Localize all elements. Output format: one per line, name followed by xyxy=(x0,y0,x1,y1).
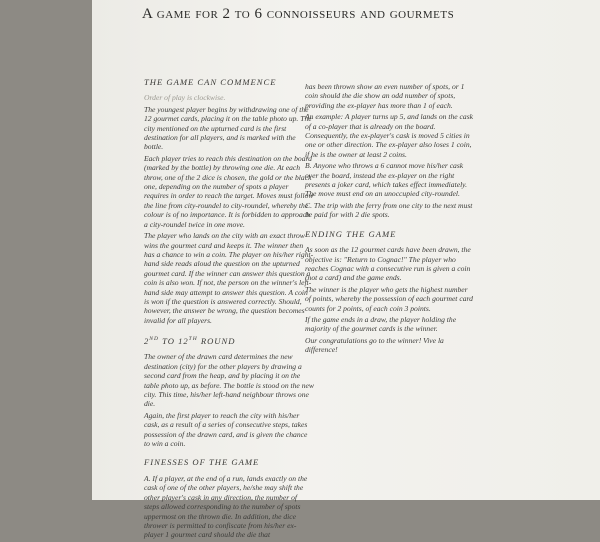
title-part: ROUND xyxy=(197,336,236,347)
paragraph: B. Anyone who throws a 6 cannot move his/her cask over the board, instead the ex-player on the right presents a joker card, which takes effect immediately. The move must end on an unoccupied city-roundel. xyxy=(305,161,468,199)
rules-page xyxy=(92,0,600,540)
section-title-finesses: FINESSES OF THE GAME xyxy=(144,457,260,468)
title-part: TO 12 xyxy=(158,336,189,347)
paragraph: C. The trip with the ferry from one city to the next must be paid for with 2 die spots. xyxy=(305,200,473,220)
paragraph: The owner of the drawn card determines the new destination (city) for the other players by drawing a second card from the heap, and by placing it on the table photo up, as before. The bottle is stood on the new city. This time, his/her left-hand neighbour throws one die. xyxy=(144,352,314,409)
page-title: A game for 2 to 6 connoisseurs and gourmets xyxy=(142,6,455,22)
left-column xyxy=(144,78,314,542)
section-title-rounds xyxy=(144,335,314,346)
paragraph: An example: A player turns up 5, and lands on the cask of a co-player that is already on the board. Consequently, the ex-player's cask is moved 5 cities in one or other direction. The ex-player also loses 1 coin, if he is the owner at least 2 coins. xyxy=(305,112,474,159)
paragraph: has been thrown show an even number of spots, or 1 coin should the die show an odd number of spots, providing the ex-player has more than 1 of each. xyxy=(305,82,465,110)
paragraph: Order of play is clockwise. xyxy=(144,93,226,103)
paragraph: Our congratulations go to the winner! Vive la difference! xyxy=(305,335,444,355)
section-title-commence: THE GAME CAN COMMENCE xyxy=(144,77,277,87)
paragraph: A. If a player, at the end of a run, lands exactly on the cask of one of the other players, he/she may shift the other player's cask in any direction, the number of steps allowed corresponding to the number of spots uppermost on the thrown die. In addition, the dice thrower is permitted to confiscate from his/her ex-player 1 gourmet card should the die that xyxy=(144,473,308,540)
paragraph: If the game ends in a draw, the player holding the majority of the gourmet cards is the winner. xyxy=(305,314,457,334)
section-title-ending: ENDING THE GAME xyxy=(305,228,397,239)
title-sup: ND xyxy=(149,336,159,343)
right-column xyxy=(305,82,475,357)
paragraph: Again, the first player to reach the city with his/her cask, as a result of a series of consecutive steps, takes possession of the drawn card, and is given the chance to win a coin. xyxy=(144,410,308,449)
title-sup: TH xyxy=(188,336,198,343)
title-part: 2 xyxy=(144,336,150,347)
paragraph: The winner is the player who gets the highest number of points, whereby the possession of each gourmet card counts for 2 points, of each coin 3 points. xyxy=(305,284,473,313)
paragraph: The youngest player begins by withdrawing one of the 12 gourmet cards, placing it on the table photo up. The city mentioned on the upturned card is the first destination for all players, and is marked with the bottle. xyxy=(144,104,312,152)
paragraph: The player who lands on the city with an exact throw wins the gourmet card and keeps it. The winner then has a chance to win a coin. The player on his/her right-hand side reads aloud the question on the upturned gourmet card. If the winner can answer this question a coin is also won. If not, the person on the winner's left-hand side may attempt to answer this question. A coin is won if the question is answered correctly. Should, however, the answer be wrong, the question becomes invalid for all players. xyxy=(144,231,314,325)
paragraph: Each player tries to reach this destination on the board (marked by the bottle) by throwing one die. At each throw, one of the 2 dice is chosen, the gold or the black one, depending on the number of spots a player requires in order to reach the target. Moves must follow the line from city-roundel to city-roundel, whereby the colour is of no importance. It is forbidden to approach a city-roundel twice in one move. xyxy=(144,153,314,229)
paragraph: As soon as the 12 gourmet cards have been drawn, the objective is: "Return to Cognac!" The player who reaches Cognac with a consecutive run is given a coin (not a card) and the game ends. xyxy=(305,245,471,283)
